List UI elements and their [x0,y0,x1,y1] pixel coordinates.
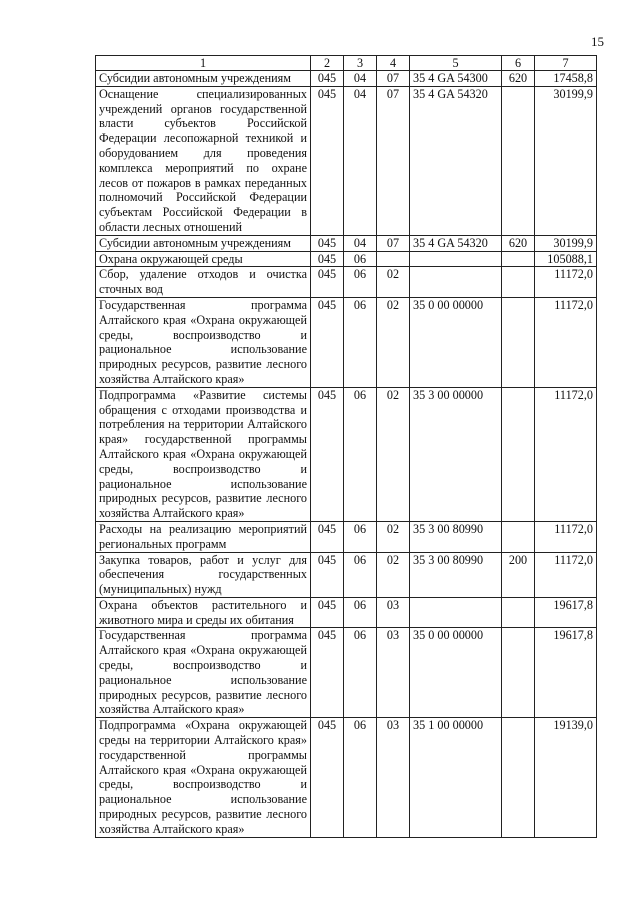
row-name: Субсидии автономным учреждениям [96,71,311,87]
row-amount: 11172,0 [535,387,597,521]
row-target-code: 35 4 GA 54320 [410,86,502,235]
row-ministry-code: 045 [311,235,344,251]
row-section: 06 [344,552,377,597]
row-name: Закупка товаров, работ и услуг для обеспечения государственных (муниципальных) нужд [96,552,311,597]
row-section: 06 [344,267,377,298]
row-name: Охрана окружающей среды [96,251,311,267]
row-subsection: 02 [377,267,410,298]
table-row [96,297,597,387]
row-ministry-code: 045 [311,86,344,235]
row-expense-type [502,267,535,298]
row-name: Подпрограмма «Охрана окружающей среды на территории Алтайского края» государственной программы Алтайского края «Охрана окружающей среды, воспроизводство и рациональное использование природных ресурсов, развитие лесного хозяйства Алтайского края» [96,718,311,837]
row-target-code: 35 3 00 80990 [410,552,502,597]
row-ministry-code: 045 [311,628,344,718]
row-expense-type [502,297,535,387]
row-amount: 19617,8 [535,597,597,628]
row-ministry-code: 045 [311,297,344,387]
row-expense-type [502,718,535,837]
row-section: 04 [344,86,377,235]
row-expense-type: 620 [502,71,535,87]
row-target-code: 35 3 00 00000 [410,387,502,521]
header-col-5: 5 [410,56,502,71]
row-subsection: 02 [377,297,410,387]
table-row [96,251,597,267]
row-amount: 11172,0 [535,521,597,552]
row-target-code: 35 0 00 00000 [410,628,502,718]
row-amount: 17458,8 [535,71,597,87]
row-ministry-code: 045 [311,552,344,597]
row-subsection: 03 [377,718,410,837]
row-name: Государственная программа Алтайского края «Охрана окружающей среды, воспроизводство и рациональное использование природных ресурсов, развитие лесного хозяйства Алтайского края» [96,297,311,387]
row-amount: 30199,9 [535,235,597,251]
row-expense-type: 200 [502,552,535,597]
row-target-code: 35 4 GA 54300 [410,71,502,87]
row-amount: 11172,0 [535,297,597,387]
row-section: 04 [344,235,377,251]
row-section: 06 [344,521,377,552]
row-expense-type [502,628,535,718]
row-subsection [377,251,410,267]
row-subsection: 07 [377,71,410,87]
header-col-3: 3 [344,56,377,71]
table-row [96,597,597,628]
row-subsection: 02 [377,552,410,597]
row-name: Оснащение специализированных учреждений органов государственной власти субъектов Российской Федерации лесопожарной техникой и оборудованием для проведения комплекса мероприятий по охране лесов от пожаров в рамках переданных полномочий Российской Федерации субъектам Российской Федерации в области лесных отношений [96,86,311,235]
row-amount: 105088,1 [535,251,597,267]
header-col-7: 7 [535,56,597,71]
row-name: Охрана объектов растительного и животного мира и среды их обитания [96,597,311,628]
table-row [96,235,597,251]
budget-table [95,55,597,838]
row-section: 06 [344,297,377,387]
row-subsection: 07 [377,235,410,251]
row-target-code: 35 1 00 00000 [410,718,502,837]
row-expense-type [502,521,535,552]
table-header-row [96,56,597,71]
row-section: 06 [344,628,377,718]
row-section: 06 [344,597,377,628]
row-amount: 11172,0 [535,552,597,597]
row-ministry-code: 045 [311,718,344,837]
header-col-4: 4 [377,56,410,71]
row-amount: 19617,8 [535,628,597,718]
row-amount: 19139,0 [535,718,597,837]
row-name: Подпрограмма «Развитие системы обращения с отходами производства и потребления на территории Алтайского края» государственной программы Алтайского края «Охрана окружающей среды, воспроизводство и рациональное использование природных ресурсов, развитие лесного хозяйства Алтайского края» [96,387,311,521]
row-expense-type [502,387,535,521]
table-row [96,718,597,837]
row-name: Расходы на реализацию мероприятий региональных программ [96,521,311,552]
row-name: Субсидии автономным учреждениям [96,235,311,251]
row-target-code: 35 3 00 80990 [410,521,502,552]
table-row [96,628,597,718]
row-ministry-code: 045 [311,521,344,552]
table-row [96,71,597,87]
row-expense-type [502,86,535,235]
table-row [96,387,597,521]
row-name: Государственная программа Алтайского края «Охрана окружающей среды, воспроизводство и рациональное использование природных ресурсов, развитие лесного хозяйства Алтайского края» [96,628,311,718]
row-section: 06 [344,387,377,521]
row-section: 06 [344,251,377,267]
row-target-code [410,267,502,298]
row-ministry-code: 045 [311,251,344,267]
table-row [96,86,597,235]
row-section: 04 [344,71,377,87]
row-target-code: 35 0 00 00000 [410,297,502,387]
row-expense-type: 620 [502,235,535,251]
row-section: 06 [344,718,377,837]
row-ministry-code: 045 [311,387,344,521]
row-amount: 11172,0 [535,267,597,298]
row-target-code [410,597,502,628]
row-ministry-code: 045 [311,267,344,298]
header-col-2: 2 [311,56,344,71]
header-col-6: 6 [502,56,535,71]
row-subsection: 03 [377,628,410,718]
header-col-1: 1 [96,56,311,71]
row-expense-type [502,597,535,628]
row-subsection: 03 [377,597,410,628]
row-target-code [410,251,502,267]
row-expense-type [502,251,535,267]
row-amount: 30199,9 [535,86,597,235]
table-row [96,267,597,298]
row-subsection: 02 [377,521,410,552]
row-name: Сбор, удаление отходов и очистка сточных вод [96,267,311,298]
table-row [96,521,597,552]
row-ministry-code: 045 [311,597,344,628]
row-subsection: 07 [377,86,410,235]
row-target-code: 35 4 GA 54320 [410,235,502,251]
row-ministry-code: 045 [311,71,344,87]
page-number: 15 [591,34,604,49]
row-subsection: 02 [377,387,410,521]
table-row [96,552,597,597]
